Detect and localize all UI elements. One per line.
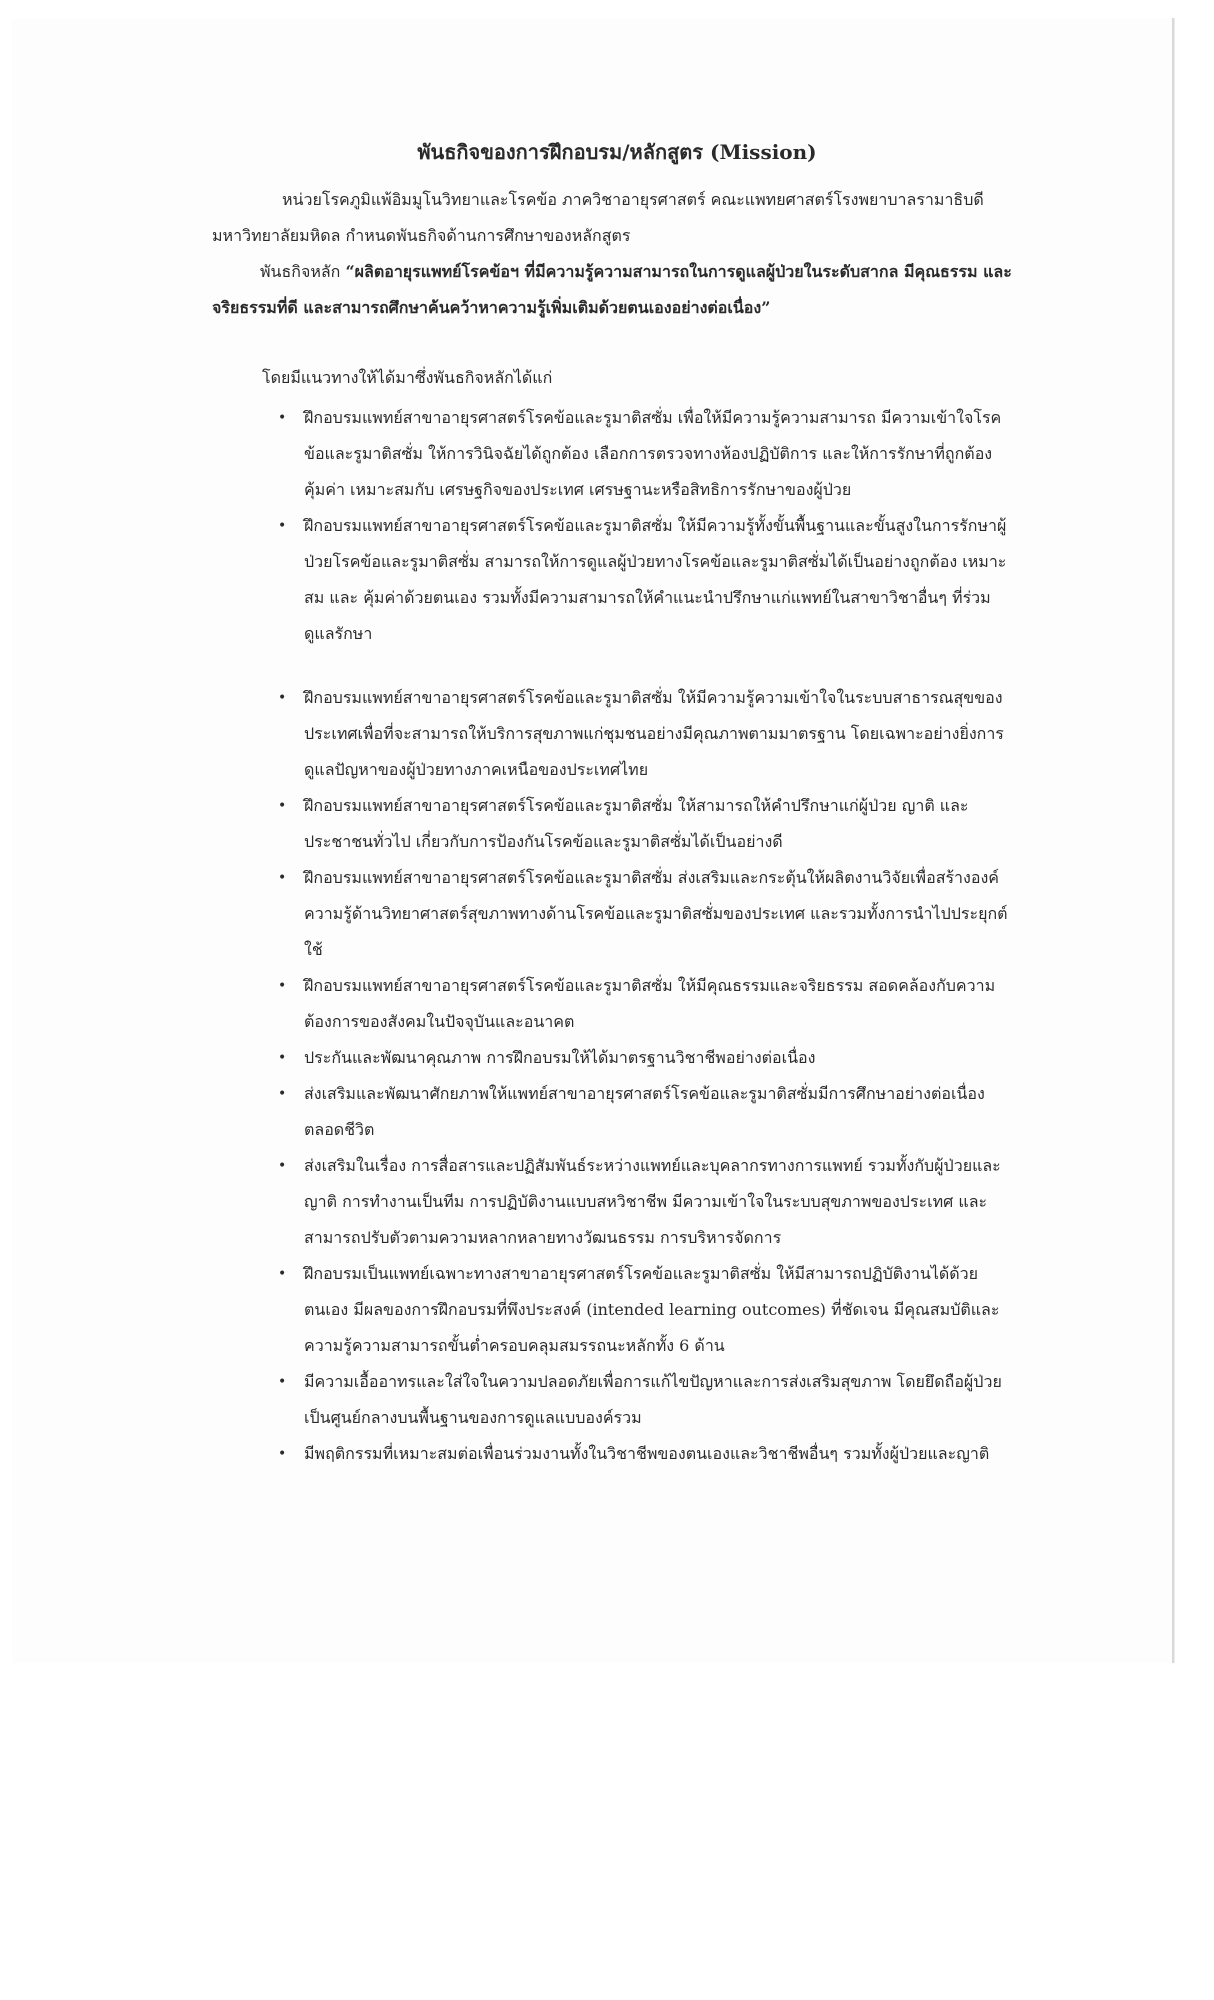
list-item-text: มีพฤติกรรมที่เหมาะสมต่อเพื่อนร่วมงานทั้งในวิชาชีพของตนเองและวิชาชีพอื่นๆ รวมทั้งผู้ป่วยและญาติ (304, 1444, 990, 1463)
bullet-icon: • (278, 798, 287, 814)
list-item-text: ฝึกอบรมแพทย์สาขาอายุรศาสตร์โรคข้อและรูมาติสซั่ม เพื่อให้มีความรู้ความสามารถ มีความเข้าใจโรคข้อและรูมาติสซั่ม ให้การวินิจฉัยได้ถูกต้อง เลือกการตรวจทางห้องปฏิบัติการ และให้การรักษาที่ถูกต้อง คุ้มค่า เหมาะสมกับ เศรษฐกิจของประเทศ เศรษฐานะหรือสิทธิการรักษาของผู้ป่วย (304, 408, 1002, 499)
list-intro: โดยมีแนวทางให้ได้มาซึ่งพันธกิจหลักได้แก่ (262, 368, 553, 387)
list-item-text: ประกันและพัฒนาคุณภาพ การฝึกอบรมให้ได้มาตรฐานวิชาชีพอย่างต่อเนื่อง (304, 1048, 816, 1067)
bullet-icon: • (278, 1086, 287, 1102)
list-item (278, 508, 1012, 652)
list-item (278, 1256, 1012, 1364)
bullet-icon: • (278, 1266, 287, 1282)
list-item-text: ส่งเสริมและพัฒนาศักยภาพให้แพทย์สาขาอายุรศาสตร์โรคข้อและรูมาติสซั่มมีการศึกษาอย่างต่อเนื่องตลอดชีวิต (304, 1084, 985, 1139)
bullet-icon: • (278, 1374, 287, 1390)
main-mission-statement: “ผลิตอายุรแพทย์โรคข้อฯ ที่มีความรู้ความสามารถในการดูแลผู้ป่วยในระดับสากล มีคุณธรรม และจริยธรรมที่ดี และสามารถศึกษาค้นคว้าหาความรู้เพิ่มเติมด้วยตนเองอย่างต่อเนื่อง” (212, 262, 1012, 317)
list-item-text: ฝึกอบรมแพทย์สาขาอายุรศาสตร์โรคข้อและรูมาติสซั่ม ส่งเสริมและกระตุ้นให้ผลิตงานวิจัยเพื่อสร้างองค์ความรู้ด้านวิทยาศาสตร์สุขภาพทางด้านโรคข้อและรูมาติสซั่มของประเทศ และรวมทั้งการนำไปประยุกต์ใช้ (304, 868, 1008, 959)
list-item (278, 1148, 1012, 1256)
main-mission-prefix: พันธกิจหลัก (260, 262, 346, 281)
scanned-page (12, 18, 1174, 1663)
bullet-icon: • (278, 870, 287, 886)
list-item (278, 968, 1012, 1040)
list-item-text: ฝึกอบรมแพทย์สาขาอายุรศาสตร์โรคข้อและรูมาติสซั่ม ให้มีความรู้ทั้งขั้นพื้นฐานและขั้นสูงในการรักษาผู้ป่วยโรคข้อและรูมาติสซั่ม สามารถให้การดูแลผู้ป่วยทางโรคข้อและรูมาติสซั่มได้เป็นอย่างถูกต้อง เหมาะสม และ คุ้มค่าด้วยตนเอง รวมทั้งมีความสามารถให้คำแนะนำปรึกษาแก่แพทย์ในสาขาวิชาอื่นๆ ที่ร่วมดูแลรักษา (304, 516, 1007, 643)
list-item-text: ฝึกอบรมแพทย์สาขาอายุรศาสตร์โรคข้อและรูมาติสซั่ม ให้มีคุณธรรมและจริยธรรม สอดคล้องกับความต้องการของสังคมในปัจจุบันและอนาคต (304, 976, 996, 1031)
list-item-text: ฝึกอบรมแพทย์สาขาอายุรศาสตร์โรคข้อและรูมาติสซั่ม ให้มีความรู้ความเข้าใจในระบบสาธารณสุขของประเทศเพื่อที่จะสามารถให้บริการสุขภาพแก่ชุมชนอย่างมีคุณภาพตามมาตรฐาน โดยเฉพาะอย่างยิ่งการดูแลปัญหาของผู้ป่วยทางภาคเหนือของประเทศไทย (304, 688, 1004, 779)
bullet-icon: • (278, 518, 287, 534)
document-title: พันธกิจของการฝึกอบรม/หลักสูตร (Mission) (417, 140, 817, 164)
list-item (278, 1040, 1012, 1076)
intro-paragraph: หน่วยโรคภูมิแพ้อิมมูโนวิทยาและโรคข้อ ภาควิชาอายุรศาสตร์ คณะแพทยศาสตร์โรงพยาบาลรามาธิบดี มหาวิทยาลัยมหิดล กำหนดพันธกิจด้านการศึกษาของหลักสูตร (212, 190, 984, 245)
list-item (278, 788, 1012, 860)
bullet-icon: • (278, 1050, 287, 1066)
list-item (278, 1364, 1012, 1436)
bullet-icon: • (278, 1158, 287, 1174)
bullet-icon: • (278, 1446, 287, 1462)
list-item-text: มีความเอื้ออาทรและใส่ใจในความปลอดภัยเพื่อการแก้ไขปัญหาและการส่งเสริมสุขภาพ โดยยึดถือผู้ป่วยเป็นศูนย์กลางบนพื้นฐานของการดูแลแบบองค์รวม (304, 1372, 1002, 1427)
list-item-text: ฝึกอบรมเป็นแพทย์เฉพาะทางสาขาอายุรศาสตร์โรคข้อและรูมาติสซั่ม ให้มีสามารถปฏิบัติงานได้ด้วยตนเอง มีผลของการฝึกอบรมที่พึงประสงค์ (intended learning outcomes) ที่ชัดเจน มีคุณสมบัติและความรู้ความสามารถขั้นต่ำครอบคลุมสมรรถนะหลักทั้ง 6 ด้าน (304, 1264, 1000, 1355)
list-item (278, 1436, 1012, 1472)
bullet-icon: • (278, 690, 287, 706)
list-item (278, 860, 1012, 968)
list-item (278, 400, 1012, 508)
document-body (212, 136, 1012, 1472)
main-mission (212, 254, 1012, 326)
list-item (278, 1076, 1012, 1148)
bullet-icon: • (278, 978, 287, 994)
list-item (278, 680, 1012, 788)
list-item-text: ฝึกอบรมแพทย์สาขาอายุรศาสตร์โรคข้อและรูมาติสซั่ม ให้สามารถให้คำปรึกษาแก่ผู้ป่วย ญาติ และประชาชนทั่วไป เกี่ยวกับการป้องกันโรคข้อและรูมาติสซั่มได้เป็นอย่างดี (304, 796, 969, 851)
bullet-icon: • (278, 410, 287, 426)
mission-list (212, 400, 1012, 1472)
list-item-text: ส่งเสริมในเรื่อง การสื่อสารและปฏิสัมพันธ์ระหว่างแพทย์และบุคลากรทางการแพทย์ รวมทั้งกับผู้ป่วยและญาติ การทำงานเป็นทีม การปฏิบัติงานแบบสหวิชาชีพ มีความเข้าใจในระบบสุขภาพของประเทศ และสามารถปรับตัวตามความหลากหลายทางวัฒนธรรม การบริหารจัดการ (304, 1156, 1001, 1247)
